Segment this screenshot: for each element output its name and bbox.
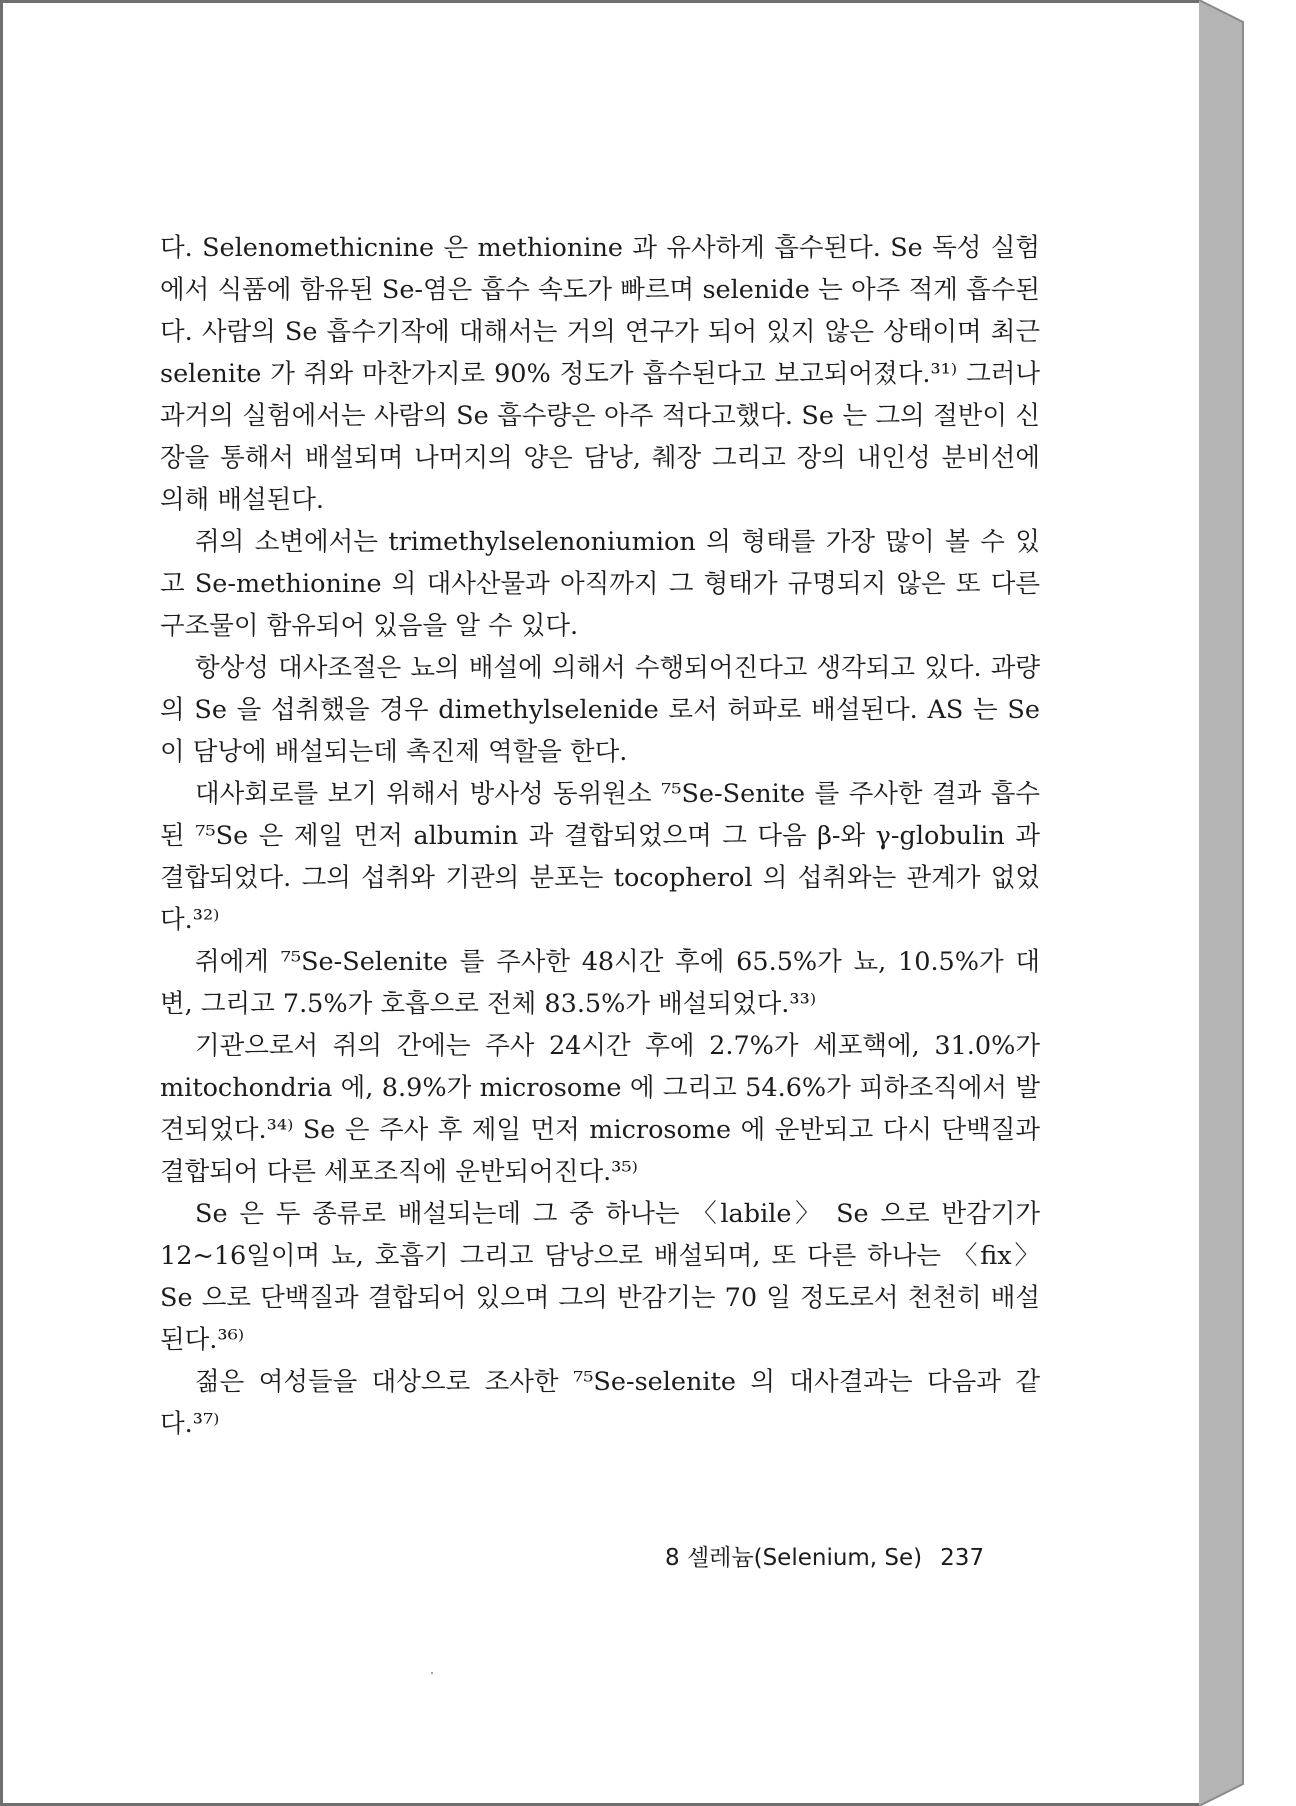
paragraph-7: Se 은 두 종류로 배설되는데 그 중 하나는 〈labile〉 Se 으로 반감기가 12~16일이며 뇨, 호흡기 그리고 담낭으로 배설되며, 또 다른 하나는 〈fix〉 Se 으로 단백질과 결합되어 있으며 그의 반감기는 70 일 정도로서 천천히 배설된다.³⁶⁾	[160, 1199, 1040, 1355]
paragraph-6: 기관으로서 쥐의 간에는 주사 24시간 후에 2.7%가 세포핵에, 31.0%가 mitochondria 에, 8.9%가 microsome 에 그리고 54.6%가 피하조직에서 발견되었다.³⁴⁾ Se 은 주사 후 제일 먼저 microsome 에 운반되고 다시 단백질과 결합되어 다른 세포조직에 운반되어진다.³⁵⁾	[160, 1031, 1040, 1187]
paragraph-3: 항상성 대사조절은 뇨의 배설에 의해서 수행되어진다고 생각되고 있다. 과량의 Se 을 섭취했을 경우 dimethylselenide 로서 허파로 배설된다. AS 는 Se 이 담낭에 배설되는데 촉진제 역할을 한다.	[160, 653, 1040, 767]
scan-speck	[431, 1672, 433, 1674]
paragraph-8: 젊은 여성들을 대상으로 조사한 ⁷⁵Se-selenite 의 대사결과는 다음과 같다.³⁷⁾	[160, 1367, 1040, 1439]
page-edge-shadow	[1199, 0, 1249, 1806]
page-footer	[665, 1539, 1065, 1572]
page-number: 237	[940, 1545, 985, 1571]
paragraph-5: 쥐에게 ⁷⁵Se-Selenite 를 주사한 48시간 후에 65.5%가 뇨, 10.5%가 대변, 그리고 7.5%가 호흡으로 전체 83.5%가 배설되었다.³³⁾	[160, 947, 1040, 1019]
paragraph-2: 쥐의 소변에서는 trimethylselenoniumion 의 형태를 가장 많이 볼 수 있고 Se-methionine 의 대사산물과 아직까지 그 형태가 규명되지 않은 또 다른 구조물이 함유되어 있음을 알 수 있다.	[160, 527, 1040, 641]
body-text	[160, 227, 1040, 1445]
paragraph-1: 다. Selenomethicnine 은 methionine 과 유사하게 흡수된다. Se 독성 실험에서 식품에 함유된 Se-염은 흡수 속도가 빠르며 selenide 는 아주 적게 흡수된다. 사람의 Se 흡수기작에 대해서는 거의 연구가 되어 있지 않은 상태이며 최근 selenite 가 쥐와 마찬가지로 90% 정도가 흡수된다고 보고되어졌다.³¹⁾ 그러나 과거의 실험에서는 사람의 Se 흡수량은 아주 적다고했다. Se 는 그의 절반이 신장을 통해서 배설되며 나머지의 양은 담낭, 췌장 그리고 장의 내인성 분비선에 의해 배설된다.	[160, 233, 1040, 515]
paragraph-4: 대사회로를 보기 위해서 방사성 동위원소 ⁷⁵Se-Senite 를 주사한 결과 흡수된 ⁷⁵Se 은 제일 먼저 albumin 과 결합되었으며 그 다음 β-와 γ-globulin 과 결합되었다. 그의 섭취와 기관의 분포는 tocopherol 의 섭취와는 관계가 없었다.³²⁾	[160, 779, 1040, 935]
chapter-title: 8 셀레늄(Selenium, Se)	[665, 1545, 923, 1571]
